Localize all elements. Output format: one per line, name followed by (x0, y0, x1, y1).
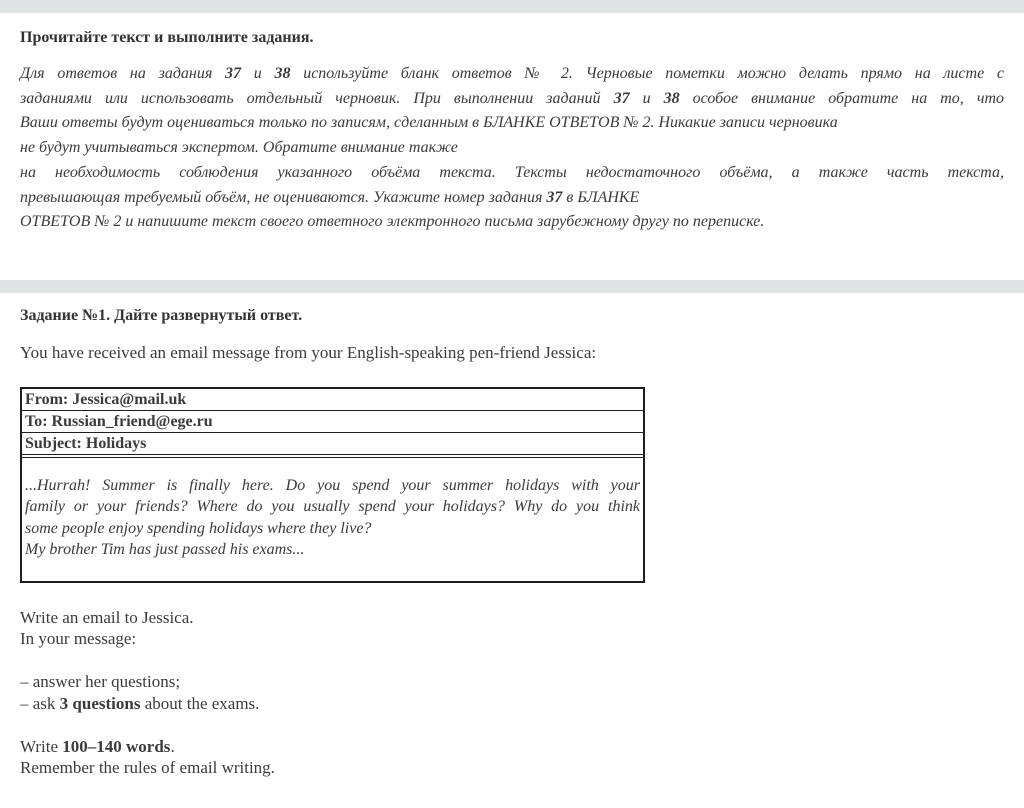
assignment (20, 607, 1004, 779)
rules-line: Remember the rules of email writing. (20, 758, 275, 778)
email-body-line-3: some people enjoy spending holidays where they live? (25, 519, 372, 537)
email-body-line-1: ...Hurrah! Summer is finally here. Do you spend your summer holidays with your (25, 476, 640, 494)
email-body-line-4: My brother Tim has just passed his exams... (25, 541, 305, 559)
email-message-box (20, 387, 645, 583)
task-section (0, 306, 1024, 779)
task-intro: You have received an email message from your English-speaking pen-friend Jessica: (20, 342, 597, 362)
assignment-bullets-group (20, 671, 1004, 714)
instructions-heading: Прочитайте текст и выполните задания. (20, 29, 314, 46)
bullet-ask-questions: – ask 3 questions about the exams. (20, 693, 260, 713)
write-email-line: Write an email to Jessica. (20, 607, 194, 627)
in-message-line: In your message: (20, 629, 137, 649)
assignment-rules-group (20, 736, 1004, 779)
word-count-line: Write 100–140 words. (20, 736, 175, 756)
paragraph-line-1: Для ответов на задания 37 и 38 используйте бланк ответов № 2. Черновые пометки можно делать прямо на листе с (20, 65, 1005, 82)
paragraph-line-4: не будут учитываться экспертом. Обратите внимание также (20, 139, 458, 157)
email-body (22, 457, 643, 581)
email-subject-row: Subject: Holidays (22, 433, 643, 455)
instructions-paragraph (20, 62, 1004, 235)
paragraph-line-6: превышающая требуемый объём, не оцениваются. Укажите номер задания 37 в БЛАНКЕ (20, 188, 640, 206)
paragraph-line-5: на необходимость соблюдения указанного объёма текста. Тексты недостаточного объёма, а также часть текста, (20, 163, 1004, 181)
paragraph-line-7: ОТВЕТОВ № 2 и напишите текст своего ответного электронного письма зарубежному другу по переписке. (20, 213, 765, 231)
email-from-row: From: Jessica@mail.uk (22, 389, 643, 411)
instructions-section (0, 28, 1024, 235)
top-bar (0, 0, 1024, 13)
paragraph-line-3: Ваши ответы будут оцениваться только по записям, сделанным в БЛАНКЕ ОТВЕТОВ № 2. Никакие записи черновика (20, 114, 838, 132)
bullet-answer-questions: – answer her questions; (20, 672, 181, 692)
email-to-row: To: Russian_friend@ege.ru (22, 411, 643, 433)
section-divider (0, 280, 1024, 293)
email-body-line-2: family or your friends? Where do you usually spend your holidays? Why do you think (25, 498, 640, 516)
paragraph-line-2: заданиями или использовать отдельный черновик. При выполнении заданий 37 и 38 особое внимание обратите на то, что (20, 89, 1005, 107)
assignment-intro-group (20, 607, 1004, 650)
task-heading: Задание №1. Дайте развернутый ответ. (20, 306, 303, 324)
